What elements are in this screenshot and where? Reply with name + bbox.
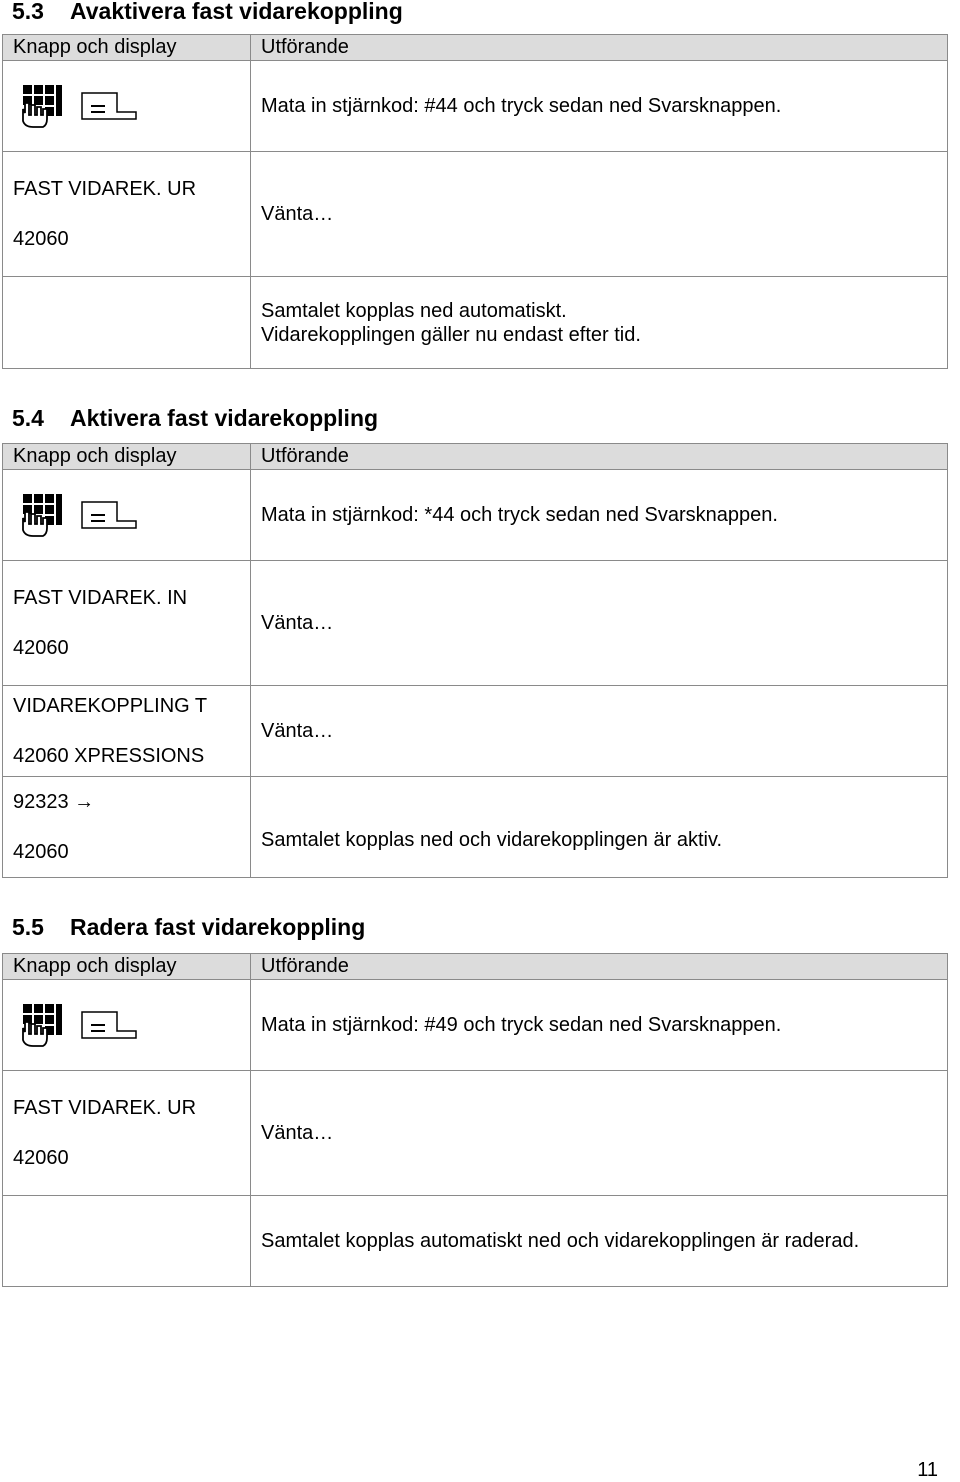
action-cell (251, 561, 948, 686)
col-header-key-display: Knapp och display (3, 444, 251, 470)
action-text: Vänta… (261, 1122, 334, 1144)
display-text: 92323 → (13, 791, 95, 813)
display-text: VIDAREKOPPLING T (13, 695, 208, 717)
display-text: 42060 (13, 228, 69, 250)
col-header-key-display: Knapp och display (3, 954, 251, 980)
keypad-hand-icon (19, 1002, 65, 1048)
display-text: FAST VIDAREK. UR (13, 178, 197, 200)
procedure-table-5-3 (2, 34, 948, 369)
table-row (3, 1196, 948, 1287)
display-text: 42060 (13, 637, 69, 659)
key-display-cell (3, 980, 251, 1071)
key-display-cell (3, 1071, 251, 1196)
key-display-cell (3, 277, 251, 369)
section-title-5-5 (12, 916, 365, 939)
keypad-hand-icon (19, 83, 65, 129)
action-cell (251, 470, 948, 561)
display-icon (81, 501, 137, 529)
section-number: 5.5 (12, 914, 44, 940)
action-cell (251, 980, 948, 1071)
action-text: Mata in stjärnkod: *44 och tryck sedan ned Svarsknappen. (261, 504, 778, 526)
action-cell (251, 152, 948, 277)
page-number: 11 (917, 1459, 938, 1481)
table-header-row (3, 35, 948, 61)
table-row (3, 777, 948, 878)
action-cell (251, 1196, 948, 1287)
key-display-cell (3, 777, 251, 878)
section-title-5-4 (12, 407, 378, 430)
col-header-action: Utförande (251, 954, 948, 980)
action-text: Vänta… (261, 720, 334, 742)
action-text: Vänta… (261, 203, 334, 225)
key-display-cell (3, 686, 251, 777)
section-number: 5.4 (12, 405, 44, 431)
action-text: Vidarekopplingen gäller nu endast efter tid. (261, 323, 641, 346)
action-cell (251, 777, 948, 878)
section-heading: Avaktivera fast vidarekoppling (70, 0, 403, 24)
table-header-row (3, 444, 948, 470)
table-header-row (3, 954, 948, 980)
action-text: Mata in stjärnkod: #44 och tryck sedan ned Svarsknappen. (261, 95, 782, 117)
action-text: Samtalet kopplas ned automatiskt. (261, 299, 567, 322)
key-display-cell (3, 470, 251, 561)
table-row (3, 470, 948, 561)
key-display-cell (3, 1196, 251, 1287)
display-text: FAST VIDAREK. IN (13, 587, 188, 609)
table-row (3, 61, 948, 152)
key-display-cell (3, 561, 251, 686)
col-header-action: Utförande (251, 444, 948, 470)
display-text: 42060 (13, 1147, 69, 1169)
action-cell (251, 1071, 948, 1196)
display-icon (81, 92, 137, 120)
table-row (3, 1071, 948, 1196)
action-cell (251, 277, 948, 369)
table-row (3, 152, 948, 277)
keypad-hand-icon (19, 492, 65, 538)
action-cell (251, 686, 948, 777)
table-row (3, 561, 948, 686)
action-text: Samtalet kopplas ned och vidarekopplingen är aktiv. (261, 829, 723, 851)
display-text: FAST VIDAREK. UR (13, 1097, 197, 1119)
key-display-cell (3, 61, 251, 152)
procedure-table-5-5 (2, 953, 948, 1287)
table-row (3, 686, 948, 777)
action-text: Mata in stjärnkod: #49 och tryck sedan ned Svarsknappen. (261, 1014, 782, 1036)
section-heading: Radera fast vidarekoppling (70, 914, 366, 940)
section-title-5-3 (12, 0, 403, 23)
table-row (3, 980, 948, 1071)
display-icon (81, 1011, 137, 1039)
procedure-table-5-4 (2, 443, 948, 878)
col-header-action: Utförande (251, 35, 948, 61)
section-heading: Aktivera fast vidarekoppling (70, 405, 379, 431)
action-text: Samtalet kopplas automatiskt ned och vidarekopplingen är raderad. (261, 1230, 860, 1252)
display-text: 42060 XPRESSIONS (13, 745, 205, 767)
key-display-cell (3, 152, 251, 277)
action-cell (251, 61, 948, 152)
col-header-key-display: Knapp och display (3, 35, 251, 61)
display-text: 42060 (13, 841, 69, 863)
section-number: 5.3 (12, 0, 44, 24)
action-text: Vänta… (261, 612, 334, 634)
table-row (3, 277, 948, 369)
